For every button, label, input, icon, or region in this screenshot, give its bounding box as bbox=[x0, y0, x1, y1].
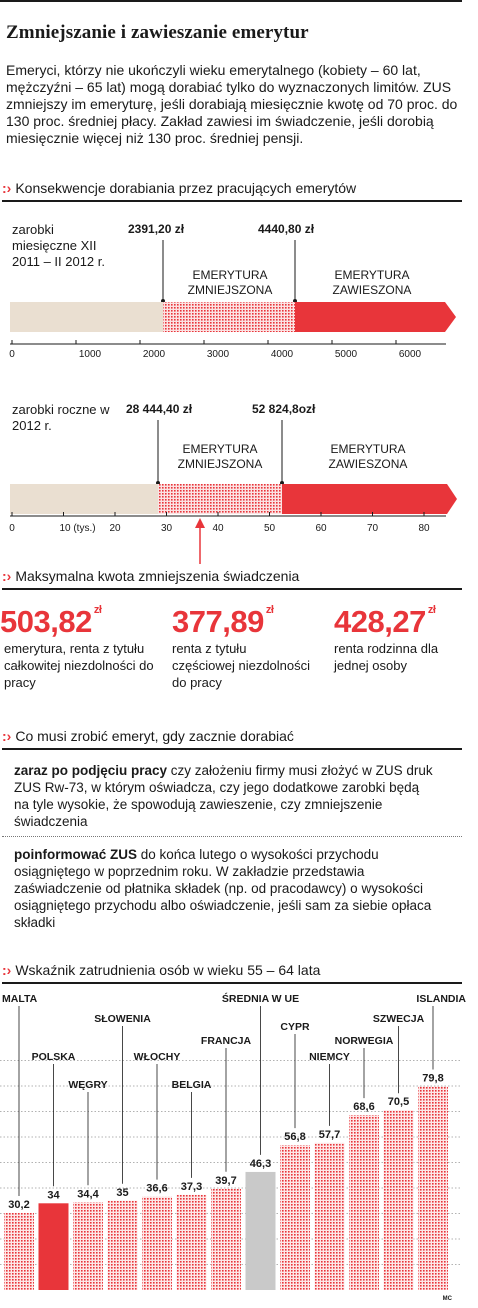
step-1: zaraz po podjęciu pracy czy założeniu firmy musi złożyć w ZUS druk ZUS Rw-73, w którym oświadcza, czy jego dodatkowe zarobki będą na tyle wysokie, że spowodują zawieszenie, czy zmniejszenie świadczenia bbox=[14, 763, 433, 829]
bar-value-label: 68,6 bbox=[353, 1101, 375, 1114]
monthly-threshold-reduced: 2391,20 zł bbox=[128, 222, 185, 236]
bullet-icon: :› bbox=[2, 728, 12, 744]
bar-value-label: 56,8 bbox=[284, 1131, 306, 1144]
monthly-zone-suspended: EMERYTURA ZAWIESZONA bbox=[332, 268, 412, 297]
monthly-band-suspended bbox=[295, 302, 456, 332]
bar-6 bbox=[211, 1189, 241, 1290]
annual-band-suspended bbox=[282, 484, 457, 514]
bar-category-label: SŁOWENIA bbox=[94, 1013, 151, 1025]
bar-category-label: NIEMCY bbox=[309, 1051, 350, 1063]
bar-value-label: 79,8 bbox=[422, 1072, 444, 1085]
bar-category-label: FRANCJA bbox=[200, 1035, 252, 1047]
monthly-band-reduced bbox=[163, 302, 295, 332]
amount-disability-total: 503,82 $^{zł}$ bbox=[0, 604, 102, 639]
bar-12 bbox=[418, 1087, 448, 1290]
annual-scale-graphic bbox=[0, 412, 478, 572]
annual-band-reduced bbox=[158, 484, 282, 514]
divider bbox=[2, 836, 462, 837]
monthly-scale-graphic bbox=[0, 232, 478, 362]
desc-disability-total: emerytura, renta z tytułu całkowitej niezdolności do pracy bbox=[4, 641, 154, 690]
section-heading-text: Co musi zrobić emeryt, gdy zacznie dorabiać bbox=[15, 728, 294, 744]
bar-1 bbox=[39, 1203, 69, 1290]
bar-category-label: ISLANDIA bbox=[416, 993, 466, 1005]
arrow-up-icon bbox=[195, 518, 205, 528]
section-heading-text: Maksymalna kwota zmniejszenia świadczenia bbox=[15, 568, 300, 584]
amount-family-pension: 428,27 $^{zł}$ bbox=[334, 604, 436, 639]
bar-value-label: 37,3 bbox=[180, 1180, 203, 1193]
monthly-band-normal bbox=[10, 302, 163, 332]
bar-category-label: ŚREDNIA W UE bbox=[221, 993, 300, 1005]
bar-category-label: BELGIA bbox=[171, 1079, 212, 1091]
scale-tick-label: 1000 bbox=[78, 349, 102, 360]
bullet-icon: :› bbox=[2, 568, 12, 584]
bar-value-label: 36,6 bbox=[146, 1182, 168, 1195]
scale-tick-label: 0 bbox=[9, 349, 15, 360]
scale-tick-label: 30 bbox=[160, 523, 173, 534]
bar-category-label: SZWECJA bbox=[372, 1013, 425, 1025]
bar-4 bbox=[142, 1197, 172, 1290]
desc-disability-partial: renta z tytułu częściowej niezdolności do pracy bbox=[172, 641, 311, 690]
scale-tick-label: 5000 bbox=[334, 349, 358, 360]
employment-rate-chart bbox=[0, 988, 478, 1308]
bar-value-label: 30,2 bbox=[8, 1198, 30, 1211]
scale-tick-label: 50 bbox=[263, 523, 276, 534]
bar-value-label: 57,7 bbox=[318, 1128, 341, 1141]
page-title: Zmniejszanie i zawieszanie emerytur bbox=[6, 22, 309, 43]
bar-category-label: NORWEGIA bbox=[334, 1035, 394, 1047]
monthly-threshold-suspended: 4440,80 zł bbox=[258, 222, 315, 236]
bar-2 bbox=[73, 1202, 103, 1290]
scale-tick-label: 2000 bbox=[142, 349, 166, 360]
step-2: poinformować ZUS do końca lutego o wysokości przychodu osiągniętego w poprzednim roku. W zakładzie przedstawia zaświadczenie od płatnika składek (np. od pracodawcy) o wysokości osiągniętego przychodu albo oświadczenie, jeśli sam za siebie opłaca składki bbox=[14, 847, 432, 930]
annual-threshold-reduced: 28 444,40 zł bbox=[126, 402, 193, 416]
scale-tick-label: 3000 bbox=[206, 349, 230, 360]
scale-tick-label: 20 bbox=[109, 523, 121, 534]
bar-category-label: CYPR bbox=[280, 1021, 310, 1033]
scale-tick-label: 60 bbox=[315, 523, 327, 534]
section-what-to-do-heading bbox=[2, 728, 462, 750]
bar-category-label: WĘGRY bbox=[68, 1079, 108, 1091]
desc-family-pension: renta rodzinna dla jednej osoby bbox=[334, 641, 439, 673]
scale-tick-label: 80 bbox=[418, 523, 430, 534]
bar-category-label: POLSKA bbox=[31, 1051, 76, 1063]
scale-tick-label: 10 (tys.) bbox=[59, 523, 96, 534]
section-consequences-heading bbox=[2, 180, 462, 202]
bar-9 bbox=[315, 1143, 345, 1290]
bullet-icon: :› bbox=[2, 180, 12, 196]
bar-value-label: 34,4 bbox=[77, 1188, 99, 1201]
bar-value-label: 46,3 bbox=[249, 1157, 272, 1170]
annual-label: zarobki roczne w 2012 r. bbox=[12, 402, 110, 433]
bar-category-label: MALTA bbox=[2, 993, 38, 1005]
bar-7 bbox=[246, 1172, 276, 1290]
bar-8 bbox=[280, 1145, 310, 1290]
top-rule bbox=[0, 0, 462, 2]
section-employment-rate-heading bbox=[2, 962, 462, 984]
bullet-icon: :› bbox=[2, 962, 12, 978]
annual-zone-reduced: EMERYTURA ZMNIEJSZONA bbox=[177, 442, 263, 471]
bar-10 bbox=[349, 1115, 379, 1290]
section-heading-text: Konsekwencje dorabiania przez pracujących emerytów bbox=[15, 180, 357, 196]
bar-11 bbox=[384, 1110, 414, 1290]
bar-value-label: 35 bbox=[116, 1186, 129, 1199]
monthly-label: zarobki miesięczne XII 2011 – II 2012 r. bbox=[12, 222, 105, 269]
section-max-reduction-heading bbox=[2, 568, 462, 590]
scale-tick-label: 4000 bbox=[270, 349, 294, 360]
annual-zone-suspended: EMERYTURA ZAWIESZONA bbox=[328, 442, 408, 471]
credit-label: MC bbox=[442, 1296, 452, 1302]
scale-tick-label: 70 bbox=[366, 523, 379, 534]
scale-tick-label: 6000 bbox=[398, 349, 422, 360]
scale-tick-label: 40 bbox=[212, 523, 224, 534]
bar-category-label: WŁOCHY bbox=[133, 1051, 181, 1063]
bar-3 bbox=[108, 1201, 138, 1290]
amount-disability-partial: 377,89 $^{zł}$ bbox=[172, 604, 274, 639]
bar-value-label: 34 bbox=[47, 1189, 60, 1202]
annual-band-normal bbox=[10, 484, 158, 514]
section-heading-text: Wskaźnik zatrudnienia osób w wieku 55 – 64 lata bbox=[15, 962, 321, 978]
bar-value-label: 39,7 bbox=[215, 1174, 237, 1187]
bar-5 bbox=[177, 1195, 207, 1290]
bar-0 bbox=[4, 1213, 34, 1290]
intro-text: Emeryci, którzy nie ukończyli wieku emerytalnego (kobiety – 60 lat, mężczyźni – 65 lat) mogą dorabiać tylko do wyznaczonych limitów. ZUS zmniejszy im emeryturę, jeśli dorabiają miesięcznie kwotę od 70 proc. do 130 proc. średniej płacy. Zakład zawiesi im świadczenie, jeśli dorobią miesięcznie więcej niż 130 proc. średniej pensji. bbox=[6, 62, 458, 146]
bar-value-label: 70,5 bbox=[387, 1096, 410, 1109]
annual-threshold-suspended: 52 824,8ozł bbox=[252, 402, 316, 416]
monthly-zone-reduced: EMERYTURA ZMNIEJSZONA bbox=[187, 268, 273, 297]
scale-tick-label: 0 bbox=[9, 523, 15, 534]
